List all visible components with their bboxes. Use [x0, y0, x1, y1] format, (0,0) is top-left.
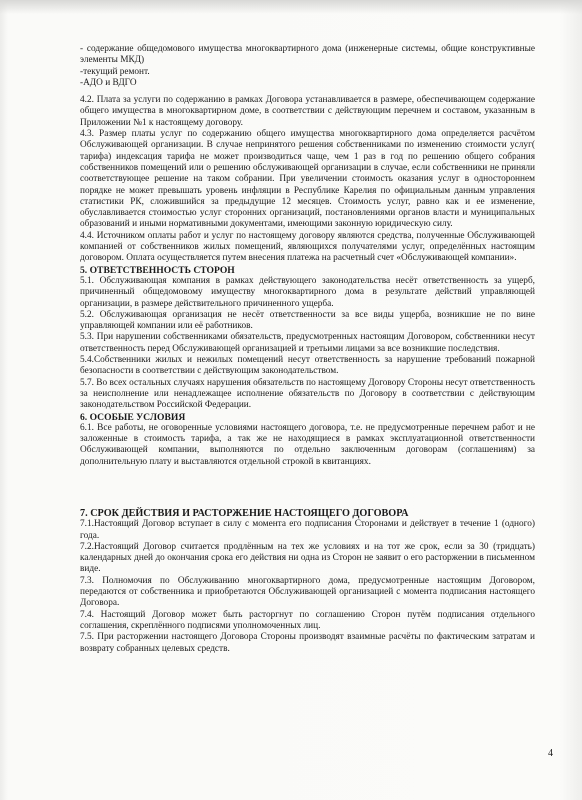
clause-5-4: 5.4.Собственники жилых и нежилых помещений несут ответственность за нарушение требований пожарной безопасности в соответствии с действующим законодательством. [80, 355, 535, 377]
clause-5-7: 5.7. Во всех остальных случаях нарушения обязательств по настоящему Договору Стороны несут ответственность за неисполнение или ненадлежащее исполнение обязательств по Договору в соответствии с действующим законодательством Российской Федерации. [80, 377, 535, 411]
spacer [80, 468, 535, 508]
clause-7-5: 7.5. При расторжении настоящего Договора Стороны производят взаимные расчёты по фактическим затратам и возврату собранных целевых средств. [80, 632, 535, 654]
clause-4-4: 4.4. Источником оплаты работ и услуг по настоящему договору являются средства, полученные Обслуживающей компанией от собственников жилых помещений, являющихся получателями услуг, определённых настоящим договором. Оплата осуществляется путем внесения платежа на расчетный счет «Обслуживающей компании». [80, 230, 535, 264]
clause-4-2: 4.2. Плата за услуги по содержанию в рамках Договора устанавливается в размере, обеспечивающем содержание общего имущества в многоквартирном доме, в соответствии с действующим перечнем и составом, указанным в Приложении №1 к настоящему договору. [80, 95, 535, 128]
section-7-heading: 7. СРОК ДЕЙСТВИЯ И РАСТОРЖЕНИЕ НАСТОЯЩЕГО ДОГОВОРА [80, 507, 409, 519]
page-number: 4 [548, 748, 553, 759]
clause-7-4: 7.4. Настоящий Договор может быть расторгнут по соглашению Сторон путём подписания отдельного соглашения, скреплённого подписями уполномоченных лиц. [80, 609, 535, 631]
clause-4-3: 4.3. Размер платы услуг по содержанию общего имущества многоквартирного дома определяется расчётом Обслуживающей организации. В случае непринятого решения собственниками по изменению стоимости услуг( тарифа) индексация тарифа не может производиться чаще, чем 1 раз в год по решению общего собрания собственников помещений или о решению обслуживающей организации в случае, если собственники не приняли соответствующее решение на таком собрании. При увеличении стоимость оказания услуг в одностороннем порядке не может превышать уровень инфляции в Республике Карелия по официальным данным управления статистики РК, сложившийся за предыдущие 12 месяцев. Стоимость услуг, равно как и ее изменение, обуславливается стоимостью услуг сторонних организаций, постановлениями органов власти и муниципальных образований и иными нормативными документами, имеющими законную юридическую силу. [80, 129, 535, 230]
clause-7-3: 7.3. Полномочия по Обслуживанию многоквартирного дома, предусмотренные настоящим Договором, передаются от собственника и приобретаются Обслуживающей организацией с момента подписания настоящего Договора. [80, 575, 535, 609]
scan-edge-shadow [0, 0, 582, 14]
clause-5-1: 5.1. Обслуживающая компания в рамках действующего законодательства несёт ответственность за ущерб, причиненный общедомовому имуществу многоквартирного дома в результате действий управляющей организации, в размере действительного причиненного ущерба. [80, 275, 535, 309]
section-5-heading: 5. ОТВЕТСТВЕННОСТЬ СТОРОН [80, 264, 235, 276]
clause-6-1: 6.1. Все работы, не оговоренные условиями настоящего договора, т.е. не предусмотренные перечнем работ и не заложенные в стоимость тарифа, а так же не находящиеся в рамках эксплуатационной ответственности Обслуживающей компании, выполняются по отдельно заключенным договорам (соглашениям) за дополнительную плату и выставляются отдельной строкой в квитанциях. [80, 422, 535, 467]
clause-5-3: 5.3. При нарушении собственниками обязательств, предусмотренных настоящим Договором, собственники несут ответственность перед Обслуживающей организацией и третьими лицами за все возникшие последствия. [80, 332, 535, 354]
clause-7-2: 7.2.Настоящий Договор считается продлённым на тех же условиях и на тот же срок, если за 30 (тридцать) календарных дней до окончания срока его действия ни одна из Сторон не заявит о его расторжении в письменном виде. [80, 541, 535, 575]
section-6-heading: 6. ОСОБЫЕ УСЛОВИЯ [80, 411, 186, 423]
clause-7-1: 7.1.Настоящий Договор вступает в силу с момента его подписания Сторонами и действует в течение 1 (одного) года. [80, 519, 535, 541]
intro-line: - содержание общедомового имущества многоквартирного дома (инженерные системы, общие конструктивные элементы МКД) [80, 44, 535, 66]
intro-line: -текущий ремонт. [80, 66, 150, 77]
intro-line: -АДО и ВДГО [80, 77, 137, 88]
clause-5-2: 5.2. Обслуживающая организация не несёт ответственности за все виды ущерба, возникшие не по вине управляющей компании или её работников. [80, 309, 535, 332]
document-body [80, 44, 535, 655]
